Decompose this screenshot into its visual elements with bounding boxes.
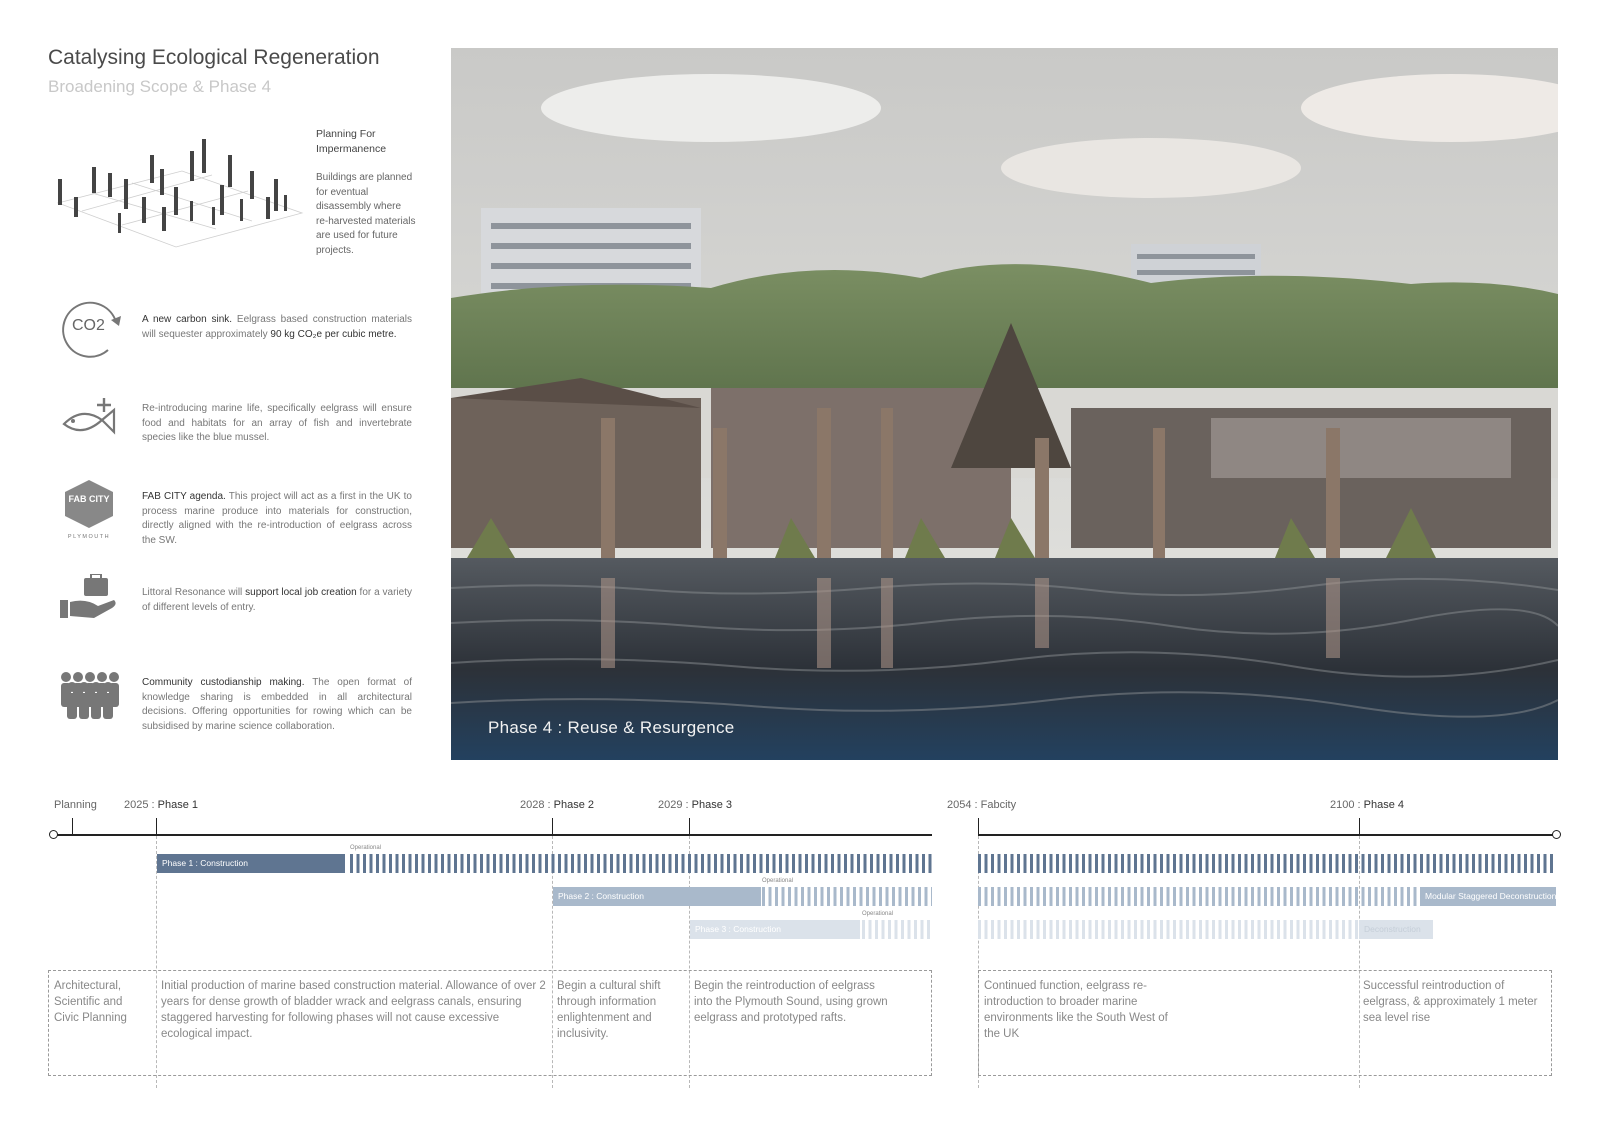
co2-label: CO2 <box>72 317 105 334</box>
timeline-tick <box>156 818 157 834</box>
timeline-axis-left <box>54 834 932 836</box>
phase1-construction-bar: Phase 1 : Construction <box>157 854 345 873</box>
feature-carbon-highlight: 90 kg CO₂e per cubic metre. <box>270 328 397 340</box>
feature-community-text <box>142 676 412 734</box>
phase2-operational-stripes-cont <box>978 887 1418 906</box>
timeline-year: 2025 : <box>124 799 155 811</box>
note-phase3: Begin the reintroduction of eelgrass into the Plymouth Sound, using grown eelgrass and prototyped rafts. <box>694 980 888 1024</box>
timeline-start-marker <box>49 830 58 839</box>
timeline-label-phase3 <box>658 799 732 811</box>
feature-carbon-body: Eelgrass based construction materials will sequester approximately <box>142 314 413 340</box>
note-phase1: Initial production of marine based construction material. Allowance of over 2 years for dense growth of bladder wrack and eelgrass canals, ensuring staggered harvesting for following phases will not cause excessive ecological impact. <box>161 980 546 1040</box>
phase4-render-image <box>451 48 1558 760</box>
timeline-label-phase4 <box>1330 799 1404 811</box>
timeline-tick <box>689 818 690 834</box>
feature-community-body: The open format of knowledge sharing is embedded in all architectural decisions. Offering opportunities for rowing which can be subsidised by marine science collaboration. <box>142 677 412 732</box>
fab-city-logo-text: FAB CITY <box>68 494 110 504</box>
deconstruction-bar: Deconstruction <box>1359 920 1433 939</box>
fab-city-logo-sub: PLYMOUTH <box>67 534 111 540</box>
timeline-phase: Phase 2 <box>553 799 595 811</box>
timeline-phase: Phase 4 <box>1363 799 1405 811</box>
timeline-end-marker <box>1552 830 1561 839</box>
fab-city-logo <box>60 478 118 542</box>
community-icon <box>58 670 120 720</box>
timeline-tick <box>552 818 553 834</box>
timeline-axis-right <box>978 834 1556 836</box>
note-fabcity: Continued function, eelgrass re-introduction to broader marine environments like the South West of the UK <box>984 980 1168 1040</box>
feature-fab-city-text <box>142 490 412 548</box>
phase2-operational-stripes <box>762 887 932 906</box>
note-planning: Architectural, Scientific and Civic Planning <box>54 980 127 1024</box>
timeline-year: 2028 : <box>520 799 551 811</box>
phase3-construction-bar: Phase 3 : Construction <box>690 920 860 939</box>
feature-jobs-highlight: support local job creation <box>245 587 357 598</box>
phase1-operational-stripes-cont <box>978 854 1556 873</box>
feature-carbon-lead: A new carbon sink. <box>142 314 233 325</box>
feature-marine-life-text: Re-introducing marine life, specifically eelgrass will ensure food and habitats for an array of fish and invertebrate species like the blue mussel. <box>142 403 412 443</box>
timeline-label-phase2 <box>520 799 594 811</box>
timeline-label-fabcity <box>947 799 1016 811</box>
timeline-phase: Fabcity <box>980 799 1017 811</box>
timeline-tick <box>978 818 979 834</box>
timeline-year: Planning <box>54 799 97 811</box>
feature-carbon-text <box>142 313 412 342</box>
page-subtitle: Broadening Scope & Phase 4 <box>48 77 272 96</box>
feature-fab-city-lead: FAB CITY agenda. <box>142 491 226 502</box>
timeline-year: 2029 : <box>658 799 689 811</box>
phase2-construction-bar: Phase 2 : Construction <box>553 887 761 906</box>
planning-title: Planning For Impermanence <box>316 128 387 155</box>
timeline-phase: Phase 1 <box>157 799 199 811</box>
timeline-tick <box>1359 818 1360 834</box>
phase3-operational-stripes <box>862 920 932 939</box>
timeline-phase: Phase 3 <box>691 799 733 811</box>
timeline-label-phase1 <box>124 799 198 811</box>
feature-fab-city-body: This project will act as a first in the UK to process marine produce into materials for construction, directly aligned with the re-introduction of eelgrass across the SW. <box>142 491 412 546</box>
note-phase4: Successful reintroduction of eelgrass, & approximately 1 meter sea level rise <box>1363 980 1538 1024</box>
timeline-year: 2100 : <box>1330 799 1361 811</box>
operational-label: Operational <box>862 911 894 917</box>
phase1-operational-stripes <box>350 854 932 873</box>
feature-jobs-pre: Littoral Resonance will <box>142 587 243 598</box>
modular-deconstruction-bar: Modular Staggered Deconstruction <box>1420 887 1556 906</box>
feature-community-lead: Community custodianship making. <box>142 677 305 688</box>
fish-plus-icon <box>58 394 120 444</box>
page-title: Catalysing Ecological Regeneration <box>48 46 380 69</box>
note-phase2: Begin a cultural shift through information enlightenment and inclusivity. <box>557 980 661 1040</box>
planning-text: Buildings are planned for eventual disassembly where re-harvested materials are used for future projects. <box>316 172 416 256</box>
photo-caption: Phase 4 : Reuse & Resurgence <box>488 718 735 737</box>
hand-briefcase-icon <box>58 574 118 622</box>
co2-cycle-icon <box>58 298 124 360</box>
operational-label: Operational <box>350 845 382 851</box>
timeline-tick <box>72 818 73 834</box>
phase3-operational-stripes-cont <box>978 920 1358 939</box>
timeline-year: 2054 : <box>947 799 978 811</box>
timeline-label-planning <box>54 799 97 811</box>
column-axonometric-diagram <box>52 135 307 253</box>
feature-jobs-body: for a variety of different levels of entry. <box>142 587 412 613</box>
operational-label: Operational <box>762 878 794 884</box>
feature-jobs-text <box>142 586 412 615</box>
